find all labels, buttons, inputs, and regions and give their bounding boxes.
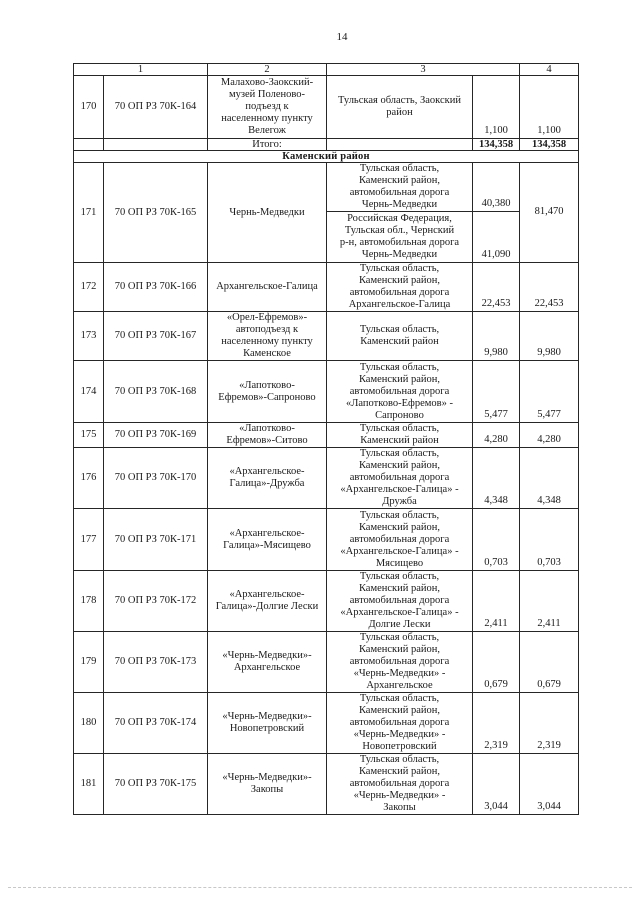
road-id: 70 ОП РЗ 70К-168 bbox=[104, 361, 208, 423]
road-location: Тульская область, Каменский район, автомобильная дорога Архангельское-Галица bbox=[327, 263, 473, 312]
subtotal-length: 134,358 bbox=[473, 139, 520, 151]
segment-length: 0,679 bbox=[473, 632, 520, 693]
row-number: 174 bbox=[74, 361, 104, 423]
road-total-length: 4,348 bbox=[520, 448, 579, 509]
road-name: «Орел-Ефремов»- автоподъезд к населенному пункту Каменское bbox=[208, 312, 327, 361]
column-header-1: 1 bbox=[74, 64, 208, 76]
road-name: Малахово-Заокский- музей Поленово- подъезд к населенному пункту Велегож bbox=[208, 76, 327, 139]
road-name: «Архангельское- Галица»-Дружба bbox=[208, 448, 327, 509]
road-id: 70 ОП РЗ 70К-166 bbox=[104, 263, 208, 312]
table-row bbox=[74, 632, 579, 693]
segment-length: 4,348 bbox=[473, 448, 520, 509]
table-row bbox=[74, 312, 579, 361]
column-header-3: 3 bbox=[327, 64, 520, 76]
table-row bbox=[74, 448, 579, 509]
row-number: 175 bbox=[74, 423, 104, 448]
segment-length: 3,044 bbox=[473, 754, 520, 815]
row-number: 177 bbox=[74, 509, 104, 571]
road-location: Российская Федерация, Тульская обл., Чернский р-н, автомобильная дорога Чернь-Медведки bbox=[327, 212, 473, 263]
road-total-length: 9,980 bbox=[520, 312, 579, 361]
segment-length: 1,100 bbox=[473, 76, 520, 139]
road-id: 70 ОП РЗ 70К-165 bbox=[104, 163, 208, 263]
column-header-4: 4 bbox=[520, 64, 579, 76]
road-total-length: 0,703 bbox=[520, 509, 579, 571]
road-location: Тульская область, Каменский район, автомобильная дорога «Архангельское-Галица» - Дружба bbox=[327, 448, 473, 509]
road-id: 70 ОП РЗ 70К-173 bbox=[104, 632, 208, 693]
road-total-length: 1,100 bbox=[520, 76, 579, 139]
table-row bbox=[74, 509, 579, 571]
road-id: 70 ОП РЗ 70К-170 bbox=[104, 448, 208, 509]
road-total-length: 4,280 bbox=[520, 423, 579, 448]
row-number: 173 bbox=[74, 312, 104, 361]
segment-length: 9,980 bbox=[473, 312, 520, 361]
road-name: «Архангельское- Галица»-Долгие Лески bbox=[208, 571, 327, 632]
table-row bbox=[74, 754, 579, 815]
road-id: 70 ОП РЗ 70К-167 bbox=[104, 312, 208, 361]
row-number: 170 bbox=[74, 76, 104, 139]
road-id: 70 ОП РЗ 70К-172 bbox=[104, 571, 208, 632]
table-row bbox=[74, 571, 579, 632]
table-row bbox=[74, 423, 579, 448]
page-number: 14 bbox=[336, 31, 348, 43]
road-location: Тульская область, Каменский район, автомобильная дорога Чернь-Медведки bbox=[327, 163, 473, 212]
road-name: Архангельское-Галица bbox=[208, 263, 327, 312]
road-id: 70 ОП РЗ 70К-175 bbox=[104, 754, 208, 815]
empty-cell bbox=[74, 139, 104, 151]
road-location: Тульская область, Каменский район, автомобильная дорога «Чернь-Медведки» - Новопетровский bbox=[327, 693, 473, 754]
row-number: 172 bbox=[74, 263, 104, 312]
scan-artifact-line bbox=[8, 887, 632, 888]
segment-length: 2,319 bbox=[473, 693, 520, 754]
road-id: 70 ОП РЗ 70К-174 bbox=[104, 693, 208, 754]
road-name: «Архангельское- Галица»-Мясищево bbox=[208, 509, 327, 571]
empty-cell bbox=[327, 139, 473, 151]
road-name: «Лапотково- Ефремов»-Сапроново bbox=[208, 361, 327, 423]
road-id: 70 ОП РЗ 70К-171 bbox=[104, 509, 208, 571]
road-name: «Чернь-Медведки»- Закопы bbox=[208, 754, 327, 815]
road-id: 70 ОП РЗ 70К-164 bbox=[104, 76, 208, 139]
segment-length: 2,411 bbox=[473, 571, 520, 632]
row-number: 179 bbox=[74, 632, 104, 693]
subtotal-total: 134,358 bbox=[520, 139, 579, 151]
table-row bbox=[74, 163, 579, 212]
subtotal-label: Итого: bbox=[208, 139, 327, 151]
row-number: 180 bbox=[74, 693, 104, 754]
road-total-length: 2,411 bbox=[520, 571, 579, 632]
road-name: Чернь-Медведки bbox=[208, 163, 327, 263]
segment-length: 4,280 bbox=[473, 423, 520, 448]
table-header-row bbox=[74, 64, 579, 76]
segment-length: 0,703 bbox=[473, 509, 520, 571]
row-number: 178 bbox=[74, 571, 104, 632]
row-number: 176 bbox=[74, 448, 104, 509]
road-id: 70 ОП РЗ 70К-169 bbox=[104, 423, 208, 448]
road-total-length: 81,470 bbox=[520, 163, 579, 263]
empty-cell bbox=[104, 139, 208, 151]
column-header-2: 2 bbox=[208, 64, 327, 76]
row-number: 171 bbox=[74, 163, 104, 263]
segment-length: 22,453 bbox=[473, 263, 520, 312]
row-number: 181 bbox=[74, 754, 104, 815]
road-location: Тульская область, Каменский район, автомобильная дорога «Архангельское-Галица» - Мясищево bbox=[327, 509, 473, 571]
road-location: Тульская область, Каменский район, автомобильная дорога «Лапотково-Ефремов» - Сапроново bbox=[327, 361, 473, 423]
road-location: Тульская область, Каменский район bbox=[327, 423, 473, 448]
road-total-length: 2,319 bbox=[520, 693, 579, 754]
table-row bbox=[74, 76, 579, 139]
road-name: «Чернь-Медведки»- Новопетровский bbox=[208, 693, 327, 754]
table-row bbox=[74, 263, 579, 312]
road-name: «Лапотково- Ефремов»-Ситово bbox=[208, 423, 327, 448]
segment-length: 5,477 bbox=[473, 361, 520, 423]
road-total-length: 22,453 bbox=[520, 263, 579, 312]
subtotal-row bbox=[74, 139, 579, 151]
road-location: Тульская область, Заокский район bbox=[327, 76, 473, 139]
road-name: «Чернь-Медведки»- Архангельское bbox=[208, 632, 327, 693]
segment-length: 40,380 bbox=[473, 163, 520, 212]
road-location: Тульская область, Каменский район, автомобильная дорога «Архангельское-Галица» - Долгие Лески bbox=[327, 571, 473, 632]
table-row bbox=[74, 693, 579, 754]
road-total-length: 0,679 bbox=[520, 632, 579, 693]
road-location: Тульская область, Каменский район, автомобильная дорога «Чернь-Медведки» - Закопы bbox=[327, 754, 473, 815]
roads-table bbox=[73, 63, 579, 815]
road-total-length: 3,044 bbox=[520, 754, 579, 815]
road-location: Тульская область, Каменский район bbox=[327, 312, 473, 361]
district-row bbox=[74, 151, 579, 163]
table-row bbox=[74, 361, 579, 423]
district-title: Каменский район bbox=[74, 151, 579, 163]
road-total-length: 5,477 bbox=[520, 361, 579, 423]
road-location: Тульская область, Каменский район, автомобильная дорога «Чернь-Медведки» - Архангельское bbox=[327, 632, 473, 693]
segment-length: 41,090 bbox=[473, 212, 520, 263]
